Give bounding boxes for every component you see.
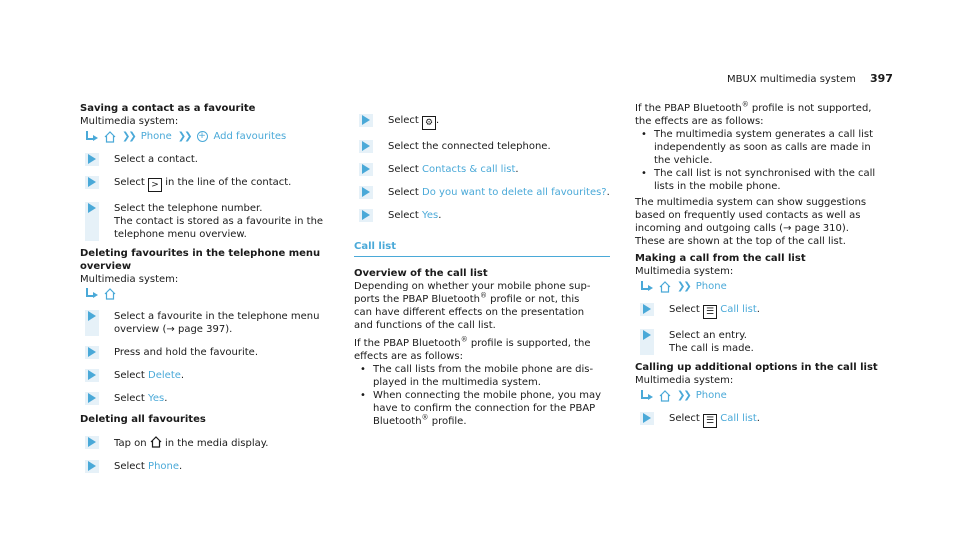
- step-arrow-icon: [362, 164, 370, 174]
- option-delete[interactable]: Delete: [148, 370, 181, 381]
- option-phone[interactable]: Phone: [148, 461, 180, 472]
- step-arrow-icon: [362, 141, 370, 151]
- step: Select Contacts & call list.: [354, 163, 610, 176]
- step: Tap on in the media display.: [80, 436, 330, 450]
- menu-path: [635, 389, 895, 402]
- list-item: • The call lists from the mobile phone are dis- played in the multimedia system.: [360, 363, 610, 389]
- step: Select Yes.: [80, 392, 330, 405]
- step: Select Delete.: [80, 369, 330, 382]
- navigate-arrow-icon: [84, 131, 98, 143]
- step-arrow-icon: [88, 461, 96, 471]
- step-arrow-icon: [88, 393, 96, 403]
- menu-add-favourites[interactable]: Add favourites: [213, 131, 287, 142]
- step-arrow-icon: [88, 203, 96, 213]
- step: Select Do you want to delete all favourites?.: [354, 186, 610, 199]
- step: Select Yes.: [354, 209, 610, 222]
- double-chevron-icon: ❯❯: [122, 131, 135, 142]
- menu-phone[interactable]: Phone: [695, 390, 727, 401]
- chevron-right-icon: >: [148, 178, 162, 192]
- column-left: [80, 102, 330, 473]
- call-list-icon: ☰: [703, 414, 717, 428]
- step: Select > in the line of the contact.: [80, 176, 330, 192]
- section-heading-call-list: Call list: [354, 240, 610, 257]
- paragraph: Depending on whether your mobile phone sup- ports the PBAP Bluetooth® profile or not, this can have different effects on the presentation and functions of the call list.: [354, 281, 591, 331]
- step-arrow-icon: [88, 347, 96, 357]
- navigate-arrow-icon: [639, 281, 653, 293]
- step-arrow-icon: [643, 330, 651, 340]
- page-number: 397: [870, 72, 893, 85]
- running-header: MBUX multimedia system: [727, 74, 856, 85]
- list-item: • The call list is not synchronised with the call lists in the mobile phone.: [641, 167, 895, 193]
- step: Select the connected telephone.: [354, 140, 610, 153]
- step-arrow-icon: [643, 304, 651, 314]
- step-arrow-icon: [88, 311, 96, 321]
- column-middle: [354, 114, 610, 428]
- step: Select ⚙ .: [354, 114, 610, 130]
- home-icon: [104, 131, 116, 143]
- call-list-icon: ☰: [703, 305, 717, 319]
- home-icon: [659, 390, 671, 402]
- paragraph: The multimedia system can show suggestions based on frequently used contacts as well as incoming and outgoing calls (→ page 310). These are shown at the top of the call list.: [635, 197, 867, 247]
- menu-path-label: Multimedia system:: [635, 375, 734, 386]
- navigate-arrow-icon: [84, 288, 98, 300]
- double-chevron-icon: ❯❯: [677, 390, 690, 401]
- menu-path-label: Multimedia system:: [635, 266, 734, 277]
- step-arrow-icon: [88, 177, 96, 187]
- column-right: [635, 102, 895, 428]
- step: Select ☰ Call list.: [635, 412, 895, 428]
- step-arrow-icon: [88, 370, 96, 380]
- home-icon: [659, 281, 671, 293]
- option-delete-all-favourites[interactable]: Do you want to delete all favourites?: [422, 187, 607, 198]
- step-arrow-icon: [362, 210, 370, 220]
- step: Select a contact.: [80, 153, 330, 166]
- step: Select Phone.: [80, 460, 330, 473]
- menu-path-label: Multimedia system:: [80, 274, 179, 285]
- paragraph: If the PBAP Bluetooth® profile is not supported, the effects are as follows:: [635, 100, 872, 127]
- option-contacts-call-list[interactable]: Contacts & call list: [422, 164, 516, 175]
- menu-phone[interactable]: Phone: [695, 281, 727, 292]
- menu-path: [80, 288, 330, 300]
- menu-path-label: Multimedia system:: [80, 116, 179, 127]
- home-icon: [150, 436, 162, 448]
- option-yes[interactable]: Yes: [422, 210, 439, 221]
- double-chevron-icon: ❯❯: [177, 131, 191, 142]
- heading-delete-favourites: Deleting favourites in the telephone menu overview: [80, 248, 321, 272]
- step: Press and hold the favourite.: [80, 346, 330, 359]
- step-arrow-icon: [362, 115, 370, 125]
- paragraph: If the PBAP Bluetooth® profile is supported, the effects are as follows:: [354, 335, 591, 362]
- option-call-list[interactable]: Call list: [720, 304, 757, 315]
- list-item: • When connecting the mobile phone, you may have to confirm the connection for the PBAP Bluetooth® profile.: [360, 389, 610, 428]
- step-arrow-icon: [643, 413, 651, 423]
- option-yes[interactable]: Yes: [148, 393, 165, 404]
- menu-path: [635, 280, 895, 293]
- step: Select the telephone number. The contact is stored as a favourite in the telephone menu overview.: [80, 202, 330, 241]
- home-icon: [104, 288, 116, 300]
- double-chevron-icon: ❯❯: [677, 281, 690, 292]
- add-circle-icon: +: [198, 131, 206, 141]
- menu-phone[interactable]: Phone: [140, 131, 172, 142]
- step: Select a favourite in the telephone menu overview (→ page 397).: [80, 310, 330, 336]
- heading-make-call: Making a call from the call list: [635, 253, 806, 264]
- option-call-list[interactable]: Call list: [720, 413, 757, 424]
- step-arrow-icon: [88, 437, 96, 447]
- step: Select an entry. The call is made.: [635, 329, 895, 355]
- list-item: • The multimedia system generates a call list independently as soon as calls are made in the vehicle.: [641, 128, 895, 167]
- heading-overview: Overview of the call list: [354, 268, 488, 279]
- step-arrow-icon: [88, 154, 96, 164]
- heading-delete-all: Deleting all favourites: [80, 414, 206, 425]
- heading-additional-options: Calling up additional options in the call list: [635, 362, 878, 373]
- step: Select ☰ Call list.: [635, 303, 895, 319]
- settings-gear-icon: ⚙: [422, 116, 436, 130]
- menu-path: [80, 130, 330, 143]
- step-arrow-icon: [362, 187, 370, 197]
- heading-save-favourite: Saving a contact as a favourite: [80, 103, 256, 114]
- navigate-arrow-icon: [639, 390, 653, 402]
